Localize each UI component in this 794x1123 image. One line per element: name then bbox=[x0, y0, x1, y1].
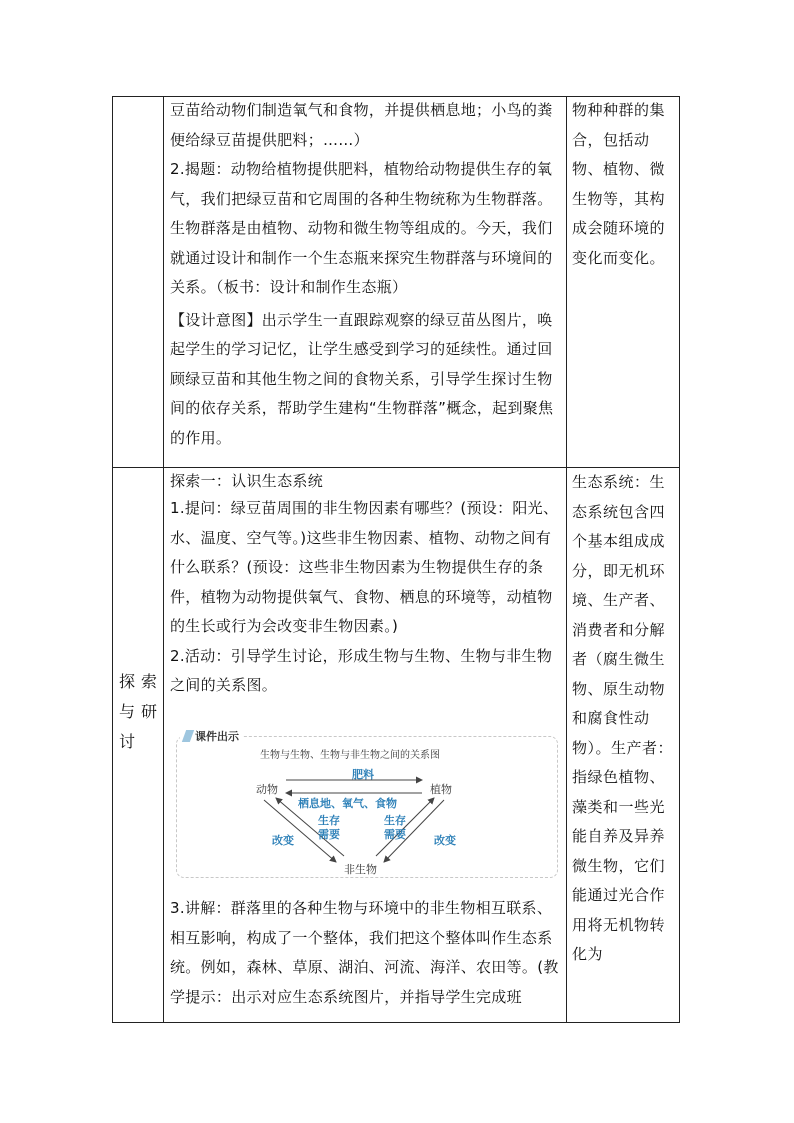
row2-main-cell-top bbox=[170, 468, 562, 701]
row2-notes-cell bbox=[572, 468, 676, 970]
table-divider-label bbox=[163, 97, 164, 1022]
row1-design-intent: 【设计意图】出示学生一直跟踪观察的绿豆苗丛图片，唤起学生的学习记忆，让学生感受到学习的延续性。通过回顾绿豆苗和其他生物之间的食物关系，引导学生探讨生物间的依存关系，帮助学生建构“生物群落”概念，起到聚焦的作用。 bbox=[170, 310, 554, 447]
edge-change-right: 改变 bbox=[434, 834, 456, 847]
node-animal: 动物 bbox=[256, 783, 278, 796]
row2-main-cell-bottom bbox=[170, 894, 562, 1012]
row2-paragraph-explain: 3.讲解：群落里的各种生物与环境中的非生物相互联系、相互影响，构成了一个整体，我们把这个整体叫作生态系统。例如，森林、草原、湖泊、河流、海洋、农田等。(教学提示：出示对应生态系统图片，并指导学生完成班 bbox=[170, 899, 559, 1006]
diagram-title: 生物与生物、生物与非生物之间的关系图 bbox=[260, 750, 440, 761]
courseware-badge-label: 课件出示 bbox=[195, 730, 239, 743]
lesson-table bbox=[112, 96, 680, 1023]
row2-notes-text: 生态系统：生态系统包含四个基本组成成分，即无机环境、生产者、消费者和分解者（腐生微生物、原生动物和腐食性动物）。生产者：指绿色植物、藻类和一些光能自养及异养微生物，它们能通过光合作用将无机物转化为 bbox=[572, 473, 674, 963]
row2-paragraph-question: 1.提问：绿豆苗周围的非生物因素有哪些？(预设：阳光、水、温度、空气等。)这些非生物因素、植物、动物之间有什么联系？(预设：这些非生物因素为生物提供生存的条件，植物为动物提供氧气、食物、栖息的环境等，动植物的生长或行为会改变非生物因素。) bbox=[170, 499, 559, 635]
edge-need-right-1: 生存 bbox=[384, 814, 406, 827]
row1-paragraph-1: 豆苗给动物们制造氧气和食物，并提供栖息地；小鸟的粪便给绿豆苗提供肥料；……） bbox=[170, 101, 553, 149]
edge-change-left: 改变 bbox=[272, 834, 294, 847]
edge-plant-to-animal: 栖息地、氧气、食物 bbox=[298, 797, 397, 810]
row2-label-line2: 与研 bbox=[119, 702, 164, 721]
row2-label-line3: 讨 bbox=[119, 732, 142, 751]
row1-main-cell bbox=[170, 96, 562, 453]
row2-section-label bbox=[119, 667, 163, 757]
relationship-diagram bbox=[176, 728, 558, 878]
table-divider-notes bbox=[566, 97, 567, 1022]
edge-fertilizer: 肥料 bbox=[352, 768, 374, 781]
row1-paragraph-2: 2.揭题：动物给植物提供肥料，植物给动物提供生存的氧气，我们把绿豆苗和它周围的各种生物统称为生物群落。生物群落是由植物、动物和微生物等组成的。今天，我们就通过设计和制作一个生态瓶来探究生物群落与环境间的关系。（板书：设计和制作生态瓶） bbox=[170, 160, 553, 296]
row2-label-line1: 探索 bbox=[119, 672, 164, 691]
row2-paragraph-activity: 2.活动：引导学生讨论，形成生物与生物、生物与非生物之间的关系图。 bbox=[170, 646, 553, 694]
row2-heading: 探索一：认识生态系统 bbox=[170, 472, 324, 490]
node-plant: 植物 bbox=[430, 783, 452, 796]
table-border-left bbox=[112, 97, 113, 1022]
row1-notes-cell bbox=[572, 96, 676, 273]
edge-need-left-2: 需要 bbox=[318, 828, 340, 841]
row1-notes-text: 物种种群的集合，包括动物、植物、微生物等，其构成会随环境的变化而变化。 bbox=[572, 101, 666, 267]
edge-need-right-2: 需要 bbox=[384, 828, 406, 841]
table-border-right bbox=[679, 97, 680, 1022]
node-nonliving: 非生物 bbox=[344, 863, 377, 876]
edge-need-left-1: 生存 bbox=[318, 814, 340, 827]
